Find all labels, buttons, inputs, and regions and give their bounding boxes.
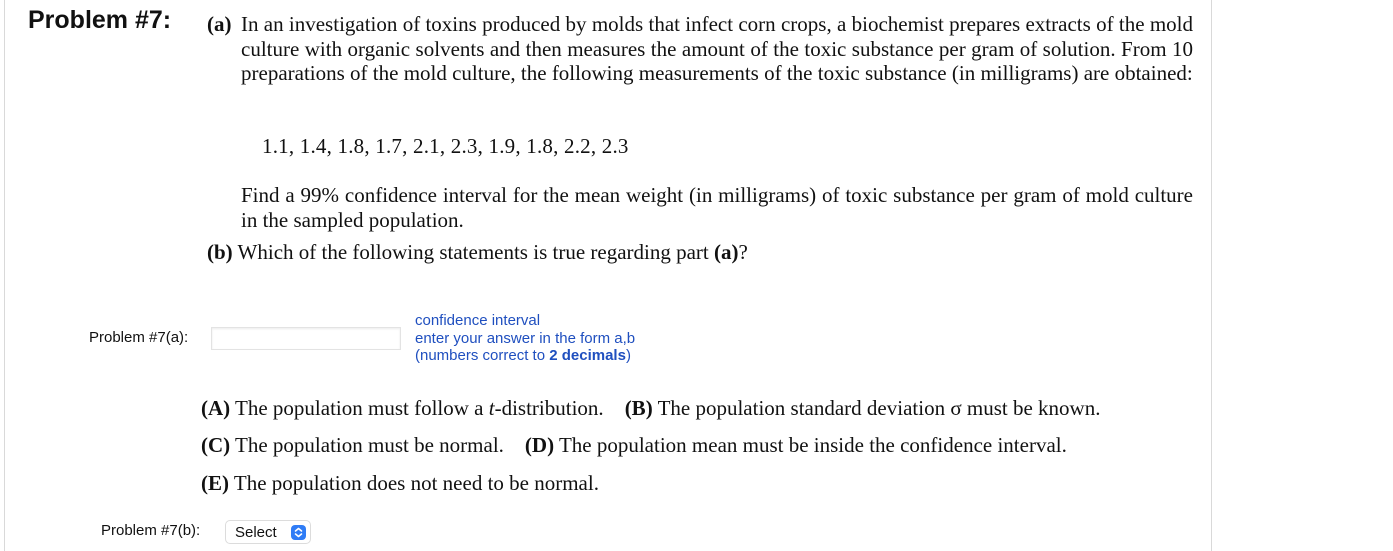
- problem-title: Problem #7:: [28, 6, 172, 34]
- chevron-updown-icon: [291, 525, 306, 540]
- options-row-2: [201, 433, 1067, 458]
- option-a-text: [235, 396, 604, 420]
- answer-b-select[interactable]: [225, 520, 311, 544]
- part-a-text: In an investigation of toxins produced by molds that infect corn crops, a biochemist prepares extracts of the mold culture with organic solvents and then measures the amount of the toxic substance per gram of solution. From 10 preparations of the mold culture, the following measurements of the toxic substance (in milligrams) are obtained:: [241, 12, 1193, 85]
- options-row-1: [201, 396, 1100, 421]
- hint-line-3-end: ): [625, 347, 631, 364]
- option-b-text: The population standard deviation σ must be known.: [657, 396, 1101, 420]
- option-d-text: The population mean must be inside the confidence interval.: [558, 433, 1067, 457]
- part-a-label: (a): [207, 12, 232, 36]
- part-a-question: Find a 99% confidence interval for the mean weight (in milligrams) of toxic substance per gram of mold culture in the sampled population.: [241, 183, 1193, 232]
- option-e-text: The population does not need to be normal.: [233, 471, 599, 495]
- option-b-label: (B): [624, 396, 653, 420]
- measurements: 1.1, 1.4, 1.8, 1.7, 2.1, 2.3, 1.9, 1.8, 2.2, 2.3: [262, 134, 629, 158]
- part-b-ref: (a): [714, 240, 739, 264]
- option-d-label: (D): [524, 433, 555, 457]
- option-a-text-end: -distribution.: [494, 396, 604, 420]
- answer-b-label: Problem #7(b):: [101, 522, 201, 539]
- hint-line-3-start: (numbers correct to: [415, 347, 550, 364]
- answer-a-hint: [415, 312, 635, 365]
- part-b-end: ?: [738, 240, 748, 264]
- part-b-label: (b): [207, 240, 233, 264]
- option-c-label: (C): [201, 433, 231, 457]
- part-b-text: Which of the following statements is true regarding part: [237, 240, 709, 264]
- option-a-text-start: The population must follow a: [235, 396, 489, 420]
- option-a-italic: t: [488, 396, 495, 420]
- hint-line-1: confidence interval: [415, 312, 541, 329]
- option-e-label: (E): [201, 471, 229, 495]
- option-c-text: The population must be normal.: [235, 433, 504, 457]
- answer-a-input[interactable]: [211, 327, 401, 350]
- options-row-3: [201, 471, 599, 496]
- hint-line-2: enter your answer in the form a,b: [415, 329, 636, 347]
- hint-decimals: 2 decimals: [549, 347, 626, 364]
- select-value: Select: [235, 524, 277, 541]
- answer-a-label: Problem #7(a):: [89, 329, 189, 346]
- part-b-question: [207, 240, 748, 265]
- option-a-label: (A): [201, 396, 231, 420]
- hint-line-3: [415, 347, 635, 365]
